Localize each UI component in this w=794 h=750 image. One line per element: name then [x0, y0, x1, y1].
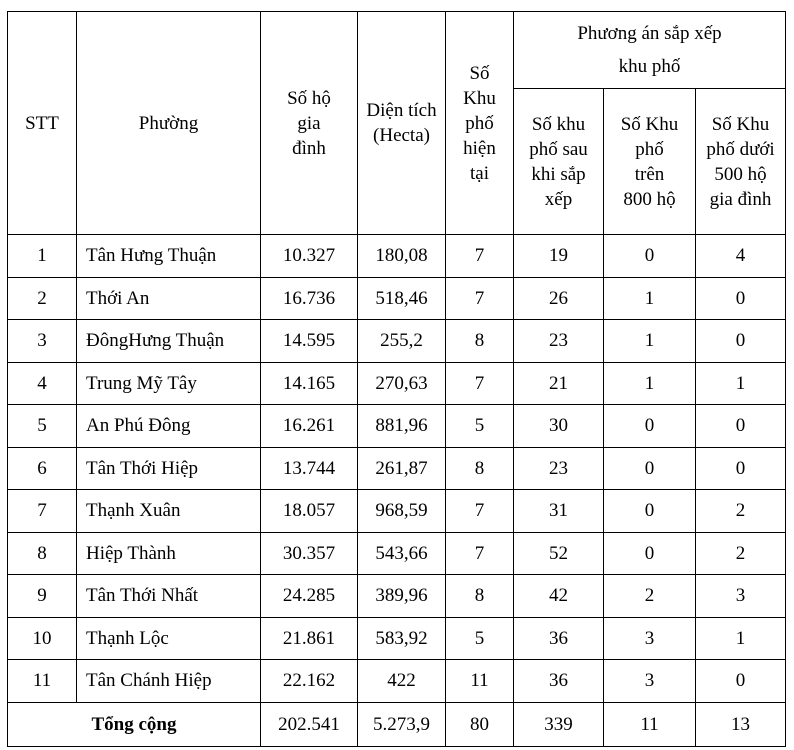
cell-duoi-500: 0	[696, 405, 786, 448]
cell-tren-800: 0	[604, 447, 696, 490]
total-duoi-500: 13	[696, 702, 786, 746]
cell-duoi-500: 2	[696, 490, 786, 533]
cell-dien-tich: 968,59	[358, 490, 446, 533]
cell-dien-tich: 255,2	[358, 320, 446, 363]
cell-phuong: Tân Chánh Hiệp	[77, 660, 261, 703]
header-stt: STT	[8, 12, 77, 235]
cell-sau-sap-xep: 52	[514, 532, 604, 575]
ward-reorganization-table	[7, 11, 786, 747]
cell-dien-tich: 583,92	[358, 617, 446, 660]
cell-sau-sap-xep: 42	[514, 575, 604, 618]
cell-tren-800: 2	[604, 575, 696, 618]
header-phuong: Phường	[77, 12, 261, 235]
cell-khu-pho: 7	[446, 362, 514, 405]
table-row	[8, 447, 786, 490]
cell-stt: 4	[8, 362, 77, 405]
cell-khu-pho: 7	[446, 490, 514, 533]
table-row	[8, 490, 786, 533]
cell-so-ho: 21.861	[261, 617, 358, 660]
cell-duoi-500: 4	[696, 235, 786, 278]
table-row	[8, 362, 786, 405]
cell-so-ho: 30.357	[261, 532, 358, 575]
cell-so-ho: 16.261	[261, 405, 358, 448]
cell-stt: 11	[8, 660, 77, 703]
cell-phuong: Tân Thới Nhất	[77, 575, 261, 618]
cell-duoi-500: 1	[696, 617, 786, 660]
cell-so-ho: 14.595	[261, 320, 358, 363]
header-so-ho: Số hộ gia đình	[261, 12, 358, 235]
cell-dien-tich: 422	[358, 660, 446, 703]
cell-stt: 9	[8, 575, 77, 618]
cell-stt: 1	[8, 235, 77, 278]
cell-phuong: Trung Mỹ Tây	[77, 362, 261, 405]
header-sau-sap-xep: Số khu phố sau khi sắp xếp	[514, 89, 604, 235]
header-dien-tich: Diện tích (Hecta)	[358, 12, 446, 235]
cell-so-ho: 13.744	[261, 447, 358, 490]
header-duoi-500: Số Khu phố dưới 500 hộ gia đình	[696, 89, 786, 235]
cell-dien-tich: 881,96	[358, 405, 446, 448]
total-tren-800: 11	[604, 702, 696, 746]
cell-sau-sap-xep: 23	[514, 320, 604, 363]
cell-tren-800: 1	[604, 277, 696, 320]
cell-khu-pho: 5	[446, 617, 514, 660]
total-sau-sap-xep: 339	[514, 702, 604, 746]
cell-sau-sap-xep: 30	[514, 405, 604, 448]
cell-so-ho: 22.162	[261, 660, 358, 703]
cell-dien-tich: 261,87	[358, 447, 446, 490]
cell-phuong: ĐôngHưng Thuận	[77, 320, 261, 363]
cell-so-ho: 24.285	[261, 575, 358, 618]
cell-sau-sap-xep: 23	[514, 447, 604, 490]
cell-khu-pho: 8	[446, 320, 514, 363]
cell-dien-tich: 518,46	[358, 277, 446, 320]
table-row	[8, 277, 786, 320]
cell-khu-pho: 7	[446, 277, 514, 320]
cell-stt: 3	[8, 320, 77, 363]
cell-duoi-500: 0	[696, 320, 786, 363]
table-row	[8, 532, 786, 575]
table-row	[8, 320, 786, 363]
table-row	[8, 575, 786, 618]
cell-so-ho: 18.057	[261, 490, 358, 533]
table-row	[8, 235, 786, 278]
total-khu-pho: 80	[446, 702, 514, 746]
cell-khu-pho: 8	[446, 447, 514, 490]
cell-so-ho: 14.165	[261, 362, 358, 405]
cell-stt: 10	[8, 617, 77, 660]
cell-sau-sap-xep: 21	[514, 362, 604, 405]
cell-khu-pho: 8	[446, 575, 514, 618]
cell-khu-pho: 7	[446, 532, 514, 575]
cell-so-ho: 16.736	[261, 277, 358, 320]
cell-duoi-500: 0	[696, 277, 786, 320]
cell-tren-800: 1	[604, 362, 696, 405]
cell-sau-sap-xep: 36	[514, 660, 604, 703]
cell-dien-tich: 270,63	[358, 362, 446, 405]
cell-sau-sap-xep: 36	[514, 617, 604, 660]
cell-khu-pho: 7	[446, 235, 514, 278]
table-row	[8, 405, 786, 448]
cell-dien-tich: 180,08	[358, 235, 446, 278]
cell-khu-pho: 11	[446, 660, 514, 703]
total-so-ho: 202.541	[261, 702, 358, 746]
cell-dien-tich: 543,66	[358, 532, 446, 575]
cell-stt: 5	[8, 405, 77, 448]
cell-stt: 7	[8, 490, 77, 533]
cell-sau-sap-xep: 26	[514, 277, 604, 320]
cell-so-ho: 10.327	[261, 235, 358, 278]
cell-tren-800: 0	[604, 532, 696, 575]
cell-phuong: Tân Thới Hiệp	[77, 447, 261, 490]
cell-phuong: Thạnh Lộc	[77, 617, 261, 660]
header-tren-800: Số Khu phố trên 800 hộ	[604, 89, 696, 235]
cell-tren-800: 0	[604, 490, 696, 533]
cell-duoi-500: 3	[696, 575, 786, 618]
cell-stt: 2	[8, 277, 77, 320]
cell-stt: 6	[8, 447, 77, 490]
cell-sau-sap-xep: 31	[514, 490, 604, 533]
cell-tren-800: 3	[604, 617, 696, 660]
cell-phuong: Thạnh Xuân	[77, 490, 261, 533]
table-body	[8, 235, 786, 747]
cell-duoi-500: 0	[696, 660, 786, 703]
header-group-phuong-an: Phương án sắp xếp khu phố	[514, 12, 786, 89]
cell-phuong: Tân Hưng Thuận	[77, 235, 261, 278]
cell-duoi-500: 2	[696, 532, 786, 575]
cell-tren-800: 0	[604, 235, 696, 278]
cell-duoi-500: 1	[696, 362, 786, 405]
cell-stt: 8	[8, 532, 77, 575]
cell-phuong: Thới An	[77, 277, 261, 320]
cell-dien-tich: 389,96	[358, 575, 446, 618]
cell-duoi-500: 0	[696, 447, 786, 490]
cell-phuong: Hiệp Thành	[77, 532, 261, 575]
cell-khu-pho: 5	[446, 405, 514, 448]
cell-tren-800: 1	[604, 320, 696, 363]
cell-tren-800: 0	[604, 405, 696, 448]
cell-sau-sap-xep: 19	[514, 235, 604, 278]
total-label: Tổng cộng	[8, 702, 261, 746]
total-row	[8, 702, 786, 746]
header-so-khu-pho: Số Khu phố hiện tại	[446, 12, 514, 235]
table-row	[8, 660, 786, 703]
cell-tren-800: 3	[604, 660, 696, 703]
table-row	[8, 617, 786, 660]
total-dien-tich: 5.273,9	[358, 702, 446, 746]
cell-phuong: An Phú Đông	[77, 405, 261, 448]
